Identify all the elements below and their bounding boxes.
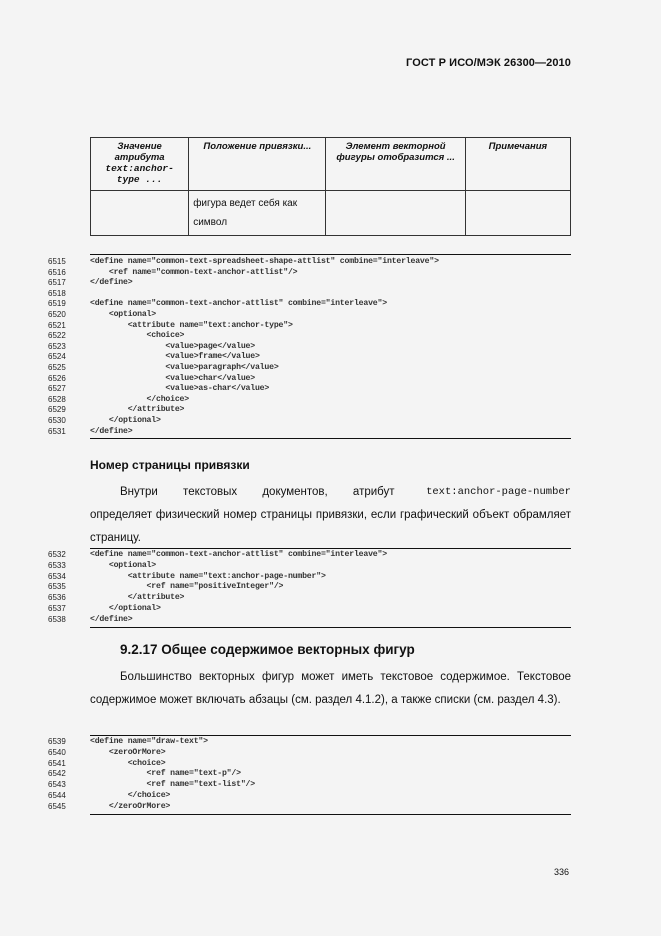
code-text: <choice>: [90, 331, 185, 341]
line-number: 6515: [48, 257, 66, 266]
code-text: </attribute>: [90, 593, 185, 603]
code-text: </define>: [90, 426, 133, 436]
code-line: [48, 373, 255, 384]
code-text: </zeroOrMore>: [90, 801, 171, 811]
line-number: 6525: [48, 363, 66, 372]
code-text: <value>paragraph</value>: [90, 363, 279, 372]
code-text: </optional>: [90, 416, 161, 425]
code-text: <value>frame</value>: [90, 352, 260, 362]
code-line: [48, 614, 133, 625]
code-text: </attribute>: [90, 405, 185, 415]
table-cell: фигура ведет себя как символ: [189, 191, 326, 236]
code-line: [48, 362, 279, 373]
code-bottom-rule: [90, 438, 571, 439]
line-number: 6534: [48, 571, 66, 581]
code-line: [48, 320, 293, 331]
code-text: <choice>: [90, 758, 166, 768]
code-line: [48, 758, 166, 769]
line-number: 6544: [48, 791, 66, 800]
code-text: <attribute name="text:anchor-type">: [90, 320, 293, 330]
code-text: <attribute name="text:anchor-page-number">: [90, 571, 326, 581]
line-number: 6531: [48, 426, 66, 436]
code-text: <ref name="text-list"/>: [90, 780, 255, 790]
section-heading: Номер страницы привязки: [90, 458, 250, 472]
paragraph: [90, 481, 571, 550]
code-text: <zeroOrMore>: [90, 747, 166, 757]
line-number: 6520: [48, 310, 66, 319]
line-number: 6536: [48, 593, 66, 603]
table-cell: [465, 191, 570, 236]
line-number: 6521: [48, 320, 66, 330]
code-line: [48, 256, 439, 267]
code-line: [48, 415, 161, 426]
code-text: <ref name="common-text-anchor-attlist"/>: [90, 267, 298, 277]
code-line: [48, 603, 161, 614]
code-line: [48, 779, 255, 790]
table-cell: [326, 191, 465, 236]
table-header-cell: [91, 138, 189, 191]
code-listing-1: [48, 254, 571, 444]
line-number: 6543: [48, 780, 66, 790]
code-line: [48, 768, 241, 779]
line-number: 6538: [48, 614, 66, 624]
code-line: [48, 560, 156, 571]
code-line: [48, 288, 82, 299]
line-number: 6537: [48, 604, 66, 613]
code-text: <optional>: [90, 310, 156, 319]
code-line: [48, 404, 185, 415]
code-top-rule: [90, 254, 571, 255]
code-text: <value>as-char</value>: [90, 384, 270, 394]
paragraph-text: определяет физический номер страницы привязки, если графический объект обрамляет страницу.: [90, 509, 571, 544]
line-number: 6542: [48, 769, 66, 779]
code-line: [48, 298, 387, 309]
table-cell: [91, 191, 189, 236]
code-line: [48, 549, 387, 560]
table-header-cell: Положение привязки...: [189, 138, 326, 191]
code-line: [48, 426, 133, 437]
code-line: [48, 801, 171, 812]
line-number: 6518: [48, 288, 66, 298]
code-text: </choice>: [90, 394, 189, 404]
line-number: 6545: [48, 801, 66, 811]
header-code: text:anchor-type ...: [105, 163, 174, 185]
code-text: <define name="common-text-anchor-attlist" combine="interleave">: [90, 299, 387, 309]
code-bottom-rule: [90, 627, 571, 628]
code-text: </optional>: [90, 604, 161, 613]
code-line: [48, 383, 270, 394]
code-line: [48, 277, 133, 288]
line-number: 6541: [48, 758, 66, 768]
code-line: [48, 267, 298, 278]
page-number: 336: [553, 867, 569, 877]
code-line: [48, 790, 171, 801]
code-line: [48, 351, 260, 362]
code-text: </define>: [90, 278, 133, 288]
code-line: [48, 592, 185, 603]
code-line: [48, 309, 156, 320]
code-text: <value>page</value>: [90, 341, 255, 351]
paragraph: [90, 666, 571, 712]
table-header-row: [91, 138, 571, 191]
code-line: [48, 747, 166, 758]
line-number: 6519: [48, 299, 66, 309]
code-listing-2: [48, 548, 571, 630]
code-text: </choice>: [90, 791, 171, 800]
table-header-cell: Элемент векторной фигуры отобразится ...: [326, 138, 465, 191]
table-header-cell: Примечания: [465, 138, 570, 191]
code-text: </define>: [90, 614, 133, 624]
code-text: <optional>: [90, 560, 156, 570]
line-number: 6535: [48, 582, 66, 592]
code-text: <value>char</value>: [90, 373, 255, 383]
paragraph-text: Внутри текстовых документов, атрибут: [120, 486, 395, 498]
code-text: <define name="common-text-anchor-attlist" combine="interleave">: [90, 550, 387, 559]
line-number: 6533: [48, 560, 66, 570]
document-header: ГОСТ Р ИСО/МЭК 26300—2010: [406, 57, 571, 69]
code-text: <ref name="text-p"/>: [90, 769, 241, 779]
code-text: <define name="draw-text">: [90, 737, 208, 746]
line-number: 6523: [48, 341, 66, 351]
line-number: 6522: [48, 331, 66, 341]
line-number: 6527: [48, 384, 66, 394]
inline-code: text:anchor-page-number: [426, 486, 571, 498]
line-number: 6516: [48, 267, 66, 277]
line-number: 6528: [48, 394, 66, 404]
code-line: [48, 571, 326, 582]
paragraph-text: Большинство векторных фигур может иметь текстовое содержимое. Текстовое содержимое может включать абзацы (см. раздел 4.1.2), а также списки (см. раздел 4.3).: [90, 671, 571, 706]
code-bottom-rule: [90, 814, 571, 815]
code-line: [48, 736, 208, 747]
line-number: 6530: [48, 416, 66, 425]
anchor-table: [90, 137, 571, 236]
line-number: 6532: [48, 550, 66, 559]
line-number: 6517: [48, 278, 66, 288]
code-line: [48, 341, 255, 352]
code-line: [48, 394, 189, 405]
code-line: [48, 581, 284, 592]
line-number: 6529: [48, 405, 66, 415]
code-text: <define name="common-text-spreadsheet-shape-attlist" combine="interleave">: [90, 257, 439, 266]
code-listing-3: [48, 735, 571, 819]
section-heading: 9.2.17 Общее содержимое векторных фигур: [120, 642, 415, 657]
code-line: [48, 330, 185, 341]
line-number: 6539: [48, 737, 66, 746]
table-row: [91, 191, 571, 236]
header-text: Значение атрибута: [114, 141, 165, 163]
line-number: 6526: [48, 373, 66, 383]
code-text: <ref name="positiveInteger"/>: [90, 582, 284, 592]
line-number: 6524: [48, 352, 66, 362]
line-number: 6540: [48, 747, 66, 757]
